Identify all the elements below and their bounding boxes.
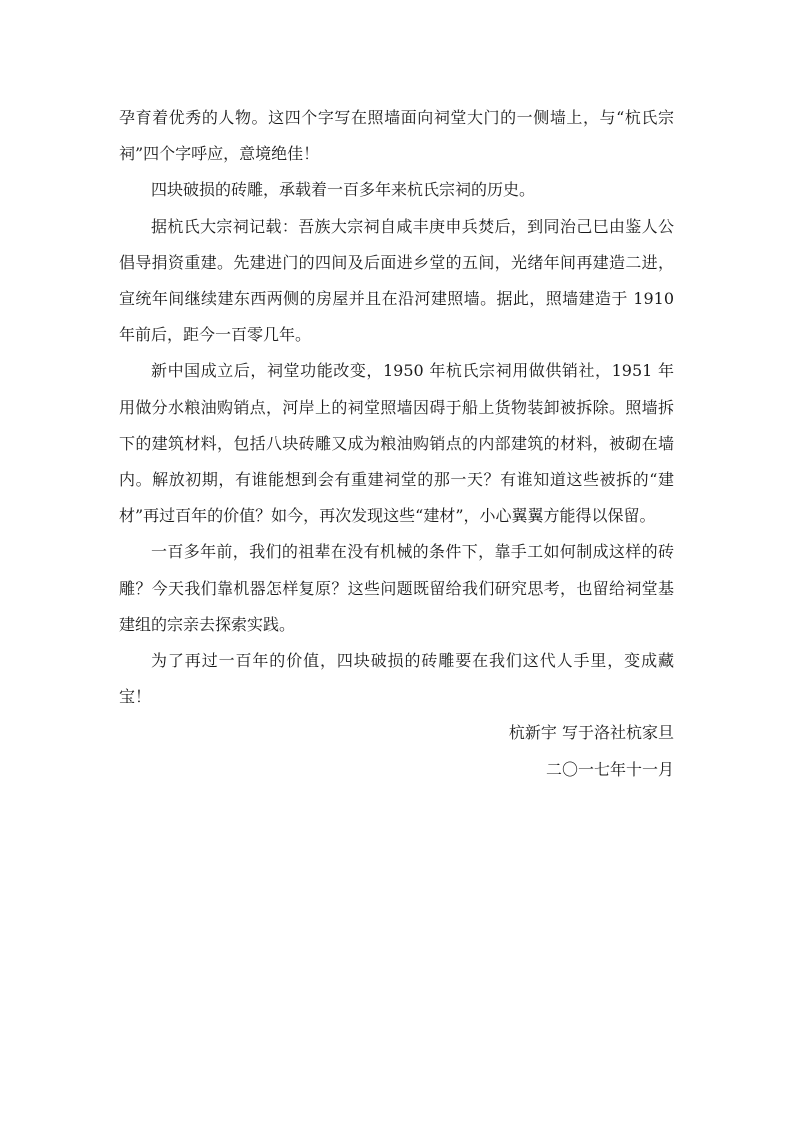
paragraph-history-record: 据杭氏大宗祠记载：吾族大宗祠自咸丰庚申兵焚后，到同治己巳由鉴人公倡导捐资重建。先建进门的四间及后面进乡堂的五间，光绪年间再建造二进，宣统年间继续建东西两侧的房屋并且在沿河建照墙。据此，照墙建造于 1910 年前后，距今一百零几年。	[119, 216, 674, 345]
paragraph-brick-carvings: 四块破损的砖雕，承载着一百多年来杭氏宗祠的历史。	[151, 180, 536, 200]
signature-date: 二〇一七年十一月	[545, 759, 674, 779]
paragraph-treasure: 为了再过一百年的价值，四块破损的砖雕要在我们这代人手里，变成藏宝！	[119, 651, 674, 707]
paragraph-continued: 孕育着优秀的人物。这四个字写在照墙面向祠堂大门的一侧墙上，与“杭氏宗祠”四个字呼应，意境绝佳！	[119, 108, 674, 164]
paragraph-ancestors: 一百多年前，我们的祖辈在没有机械的条件下，靠手工如何制成这样的砖雕？今天我们靠机器怎样复原？这些问题既留给我们研究思考，也留给祠堂基建组的宗亲去探索实践。	[119, 542, 674, 634]
paragraph-new-china: 新中国成立后，祠堂功能改变，1950 年杭氏宗祠用做供销社，1951 年用做分水粮油购销点，河岸上的祠堂照墙因碍于船上货物装卸被拆除。照墙拆下的建筑材料，包括八块砖雕又成为粮油购销点的内部建筑的材料，被砌在墙内。解放初期，有谁能想到会有重建祠堂的那一天？有谁知道这些被拆的“建材”再过百年的价值？如今，再次发现这些“建材”，小心翼翼方能得以保留。	[119, 361, 674, 526]
article-body	[119, 100, 674, 788]
signature-author: 杭新宇 写于洛社杭家旦	[508, 723, 674, 743]
